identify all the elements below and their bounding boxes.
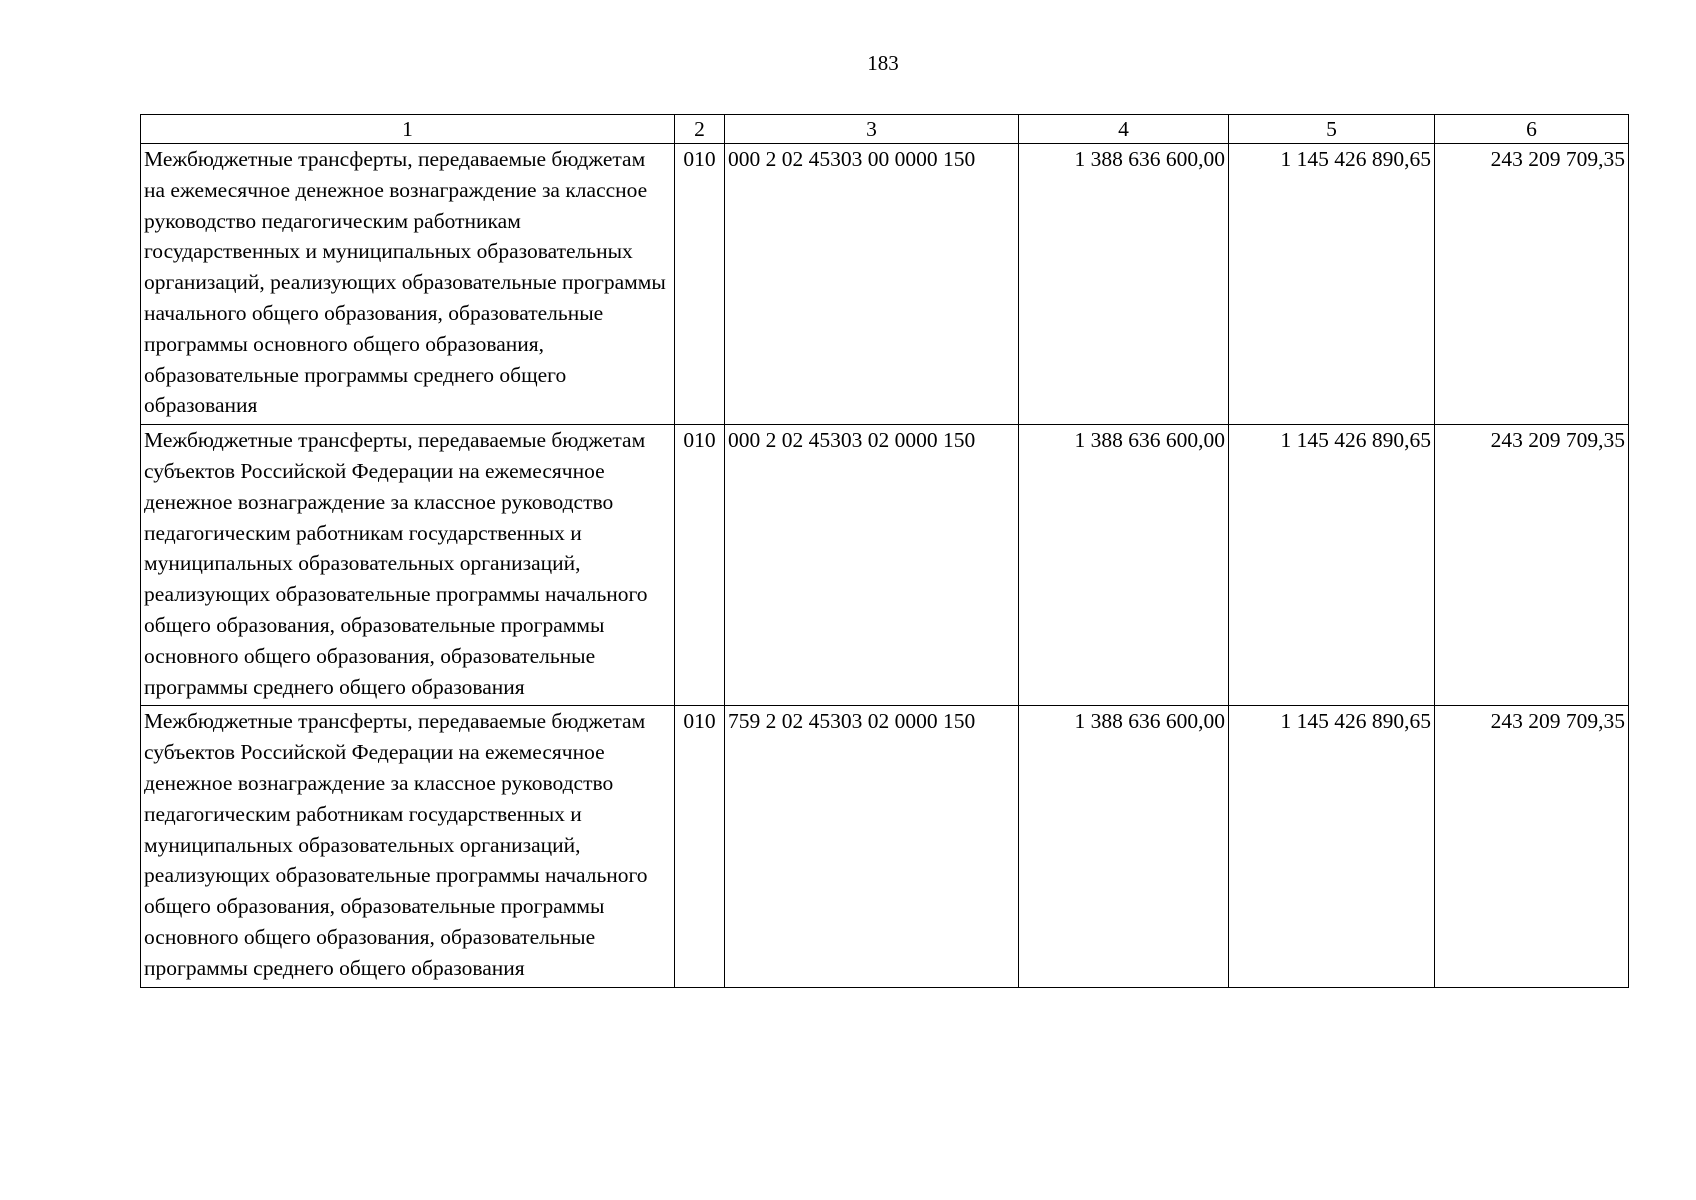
cell-name: Межбюджетные трансферты, передаваемые бюджетам на ежемесячное денежное вознаграждение за классное руководство педагогическим работникам государственных и муниципальных образовательных организаций, реализующих образовательные программы начального общего образования, образовательные программы основного общего образования, образовательные программы среднего общего образования — [141, 144, 675, 425]
cell-line-code: 010 — [675, 706, 725, 987]
column-header-4: 4 — [1019, 115, 1229, 144]
column-header-6: 6 — [1435, 115, 1629, 144]
page-number: 183 — [867, 51, 899, 75]
cell-approved: 1 388 636 600,00 — [1019, 425, 1229, 706]
cell-executed: 1 145 426 890,65 — [1229, 425, 1435, 706]
cell-name: Межбюджетные трансферты, передаваемые бюджетам субъектов Российской Федерации на ежемесячное денежное вознаграждение за классное руководство педагогическим работникам государственных и муниципальных образовательных организаций, реализующих образовательные программы начального общего образования, образовательные программы основного общего образования, образовательные программы среднего общего образования — [141, 425, 675, 706]
cell-income-code: 000 2 02 45303 02 0000 150 — [725, 425, 1019, 706]
table-row — [141, 144, 1629, 425]
cell-unexecuted: 243 209 709,35 — [1435, 425, 1629, 706]
cell-income-code: 000 2 02 45303 00 0000 150 — [725, 144, 1019, 425]
cell-line-code: 010 — [675, 144, 725, 425]
budget-table — [140, 114, 1629, 988]
cell-executed: 1 145 426 890,65 — [1229, 706, 1435, 987]
table-header-row — [141, 115, 1629, 144]
column-header-2: 2 — [675, 115, 725, 144]
cell-line-code: 010 — [675, 425, 725, 706]
cell-executed: 1 145 426 890,65 — [1229, 144, 1435, 425]
column-header-3: 3 — [725, 115, 1019, 144]
cell-approved: 1 388 636 600,00 — [1019, 144, 1229, 425]
table-row — [141, 425, 1629, 706]
cell-unexecuted: 243 209 709,35 — [1435, 706, 1629, 987]
column-header-1: 1 — [141, 115, 675, 144]
column-header-5: 5 — [1229, 115, 1435, 144]
cell-income-code: 759 2 02 45303 02 0000 150 — [725, 706, 1019, 987]
cell-name: Межбюджетные трансферты, передаваемые бюджетам субъектов Российской Федерации на ежемесячное денежное вознаграждение за классное руководство педагогическим работникам государственных и муниципальных образовательных организаций, реализующих образовательные программы начального общего образования, образовательные программы основного общего образования, образовательные программы среднего общего образования — [141, 706, 675, 987]
cell-approved: 1 388 636 600,00 — [1019, 706, 1229, 987]
cell-unexecuted: 243 209 709,35 — [1435, 144, 1629, 425]
table-row — [141, 706, 1629, 987]
